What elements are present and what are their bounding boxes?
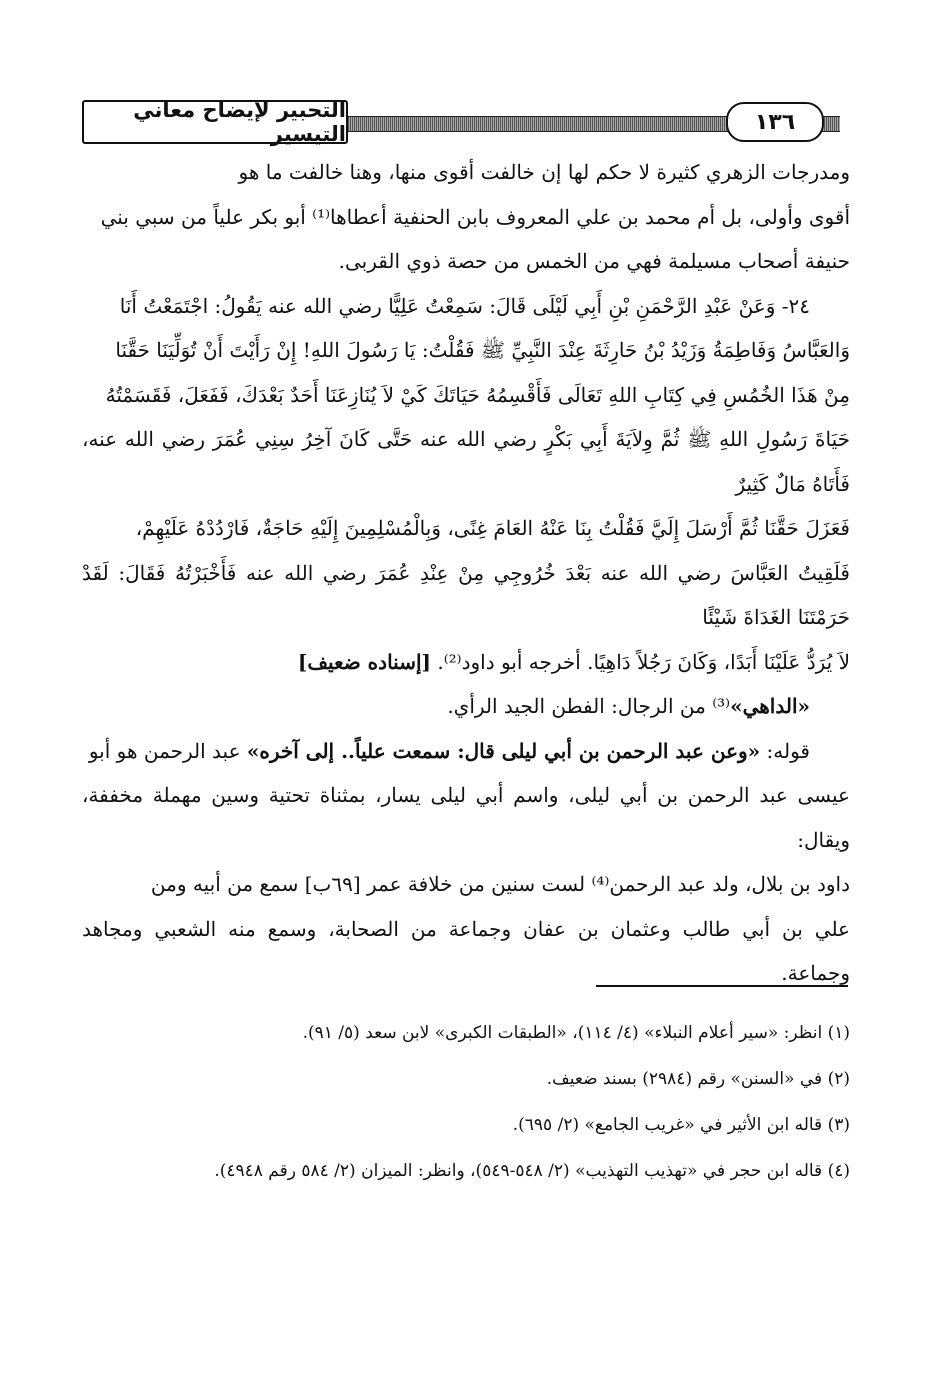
hadith-line: مِنْ هَذَا الخُمُسِ فِي كِتَابِ اللهِ تَعَالَى فَأَقْسِمُهُ حَيَاتَكَ كَيْ لاَ يُنَازِعَنَا أَحَدٌ بَعْدَكَ، فَفَعَلَ، فَقَسَمْتُهُ (105, 382, 850, 407)
commentary-line (82, 729, 850, 774)
footnote-ref: ⁽³⁾ (712, 694, 731, 718)
hadith-grading: [إسناده ضعيف] (297, 649, 431, 674)
hadith-line: حَيَاةَ رَسُولِ اللهِ ﷺ ثُمَّ وِلاَيَةَ أَبِي بَكْرٍ رضي الله عنه حَتَّى كَانَ آخِرُ سِنِي عُمَرَ رضي الله عنه، فَأَتَاهُ مَالٌ كَثِيرٌ (82, 427, 850, 496)
text-line: حنيفة أصحاب مسيلمة فهي من الخمس من حصة ذوي القربى. (338, 249, 850, 273)
commentary-quote: «وعن عبد الرحمن بن أبي ليلى قال: سمعت علياً.. إلى آخره» (246, 738, 761, 763)
commentary-line: علي بن أبي طالب وعثمان بن عفان وجماعة من الصحابة، وسمع منه الشعبي ومجاهد وجماعة. (82, 916, 850, 985)
text-line: أقوى وأولى، بل أم محمد بن علي المعروف بابن الحنفية أعطاها⁽¹⁾ أبو بكر علياً من سبي بني (100, 204, 850, 229)
footnote-4: (٤) قاله ابن حجر في «تهذيب التهذيب» (٢/ ٥٤٨-٥٤٩)، وانظر: الميزان (٢/ ٥٨٤ رقم ٤٩٤٨). (214, 1161, 850, 1181)
hadith-line (82, 640, 850, 685)
book-title: التحبير لإيضاح معاني التيسير (82, 100, 348, 144)
gloss-line (82, 684, 850, 729)
hadith-line: فَلَقِيتُ العَبَّاسَ رضي الله عنه بَعْدَ خُرُوجِي مِنْ عِنْدِ عُمَرَ رضي الله عنه فَأَخْبَرْتُهُ فَقَالَ: لَقَدْ حَرَمْتَنَا الغَدَاةَ شَيْئًا (82, 560, 850, 629)
footnote-separator (596, 985, 848, 987)
gloss-text: من الرجال: الفطن الجيد الرأي. (447, 694, 713, 718)
footnote-3: (٣) قاله ابن الأثير في «غريب الجامع» (٢/ ٦٩٥). (512, 1115, 850, 1135)
footnote-2: (٢) في «السنن» رقم (٢٩٨٤) بسند ضعيف. (546, 1069, 850, 1089)
hadith-line: فَعَزَلَ حَقَّنَا ثُمَّ أَرْسَلَ إِلَيَّ فَقُلْتُ بِنَا عَنْهُ العَامَ غِنًى، وَبِالْمُسْلِمِينَ إِلَيْهِ حَاجَةٌ، فَارْدُدْهُ عَلَيْهِمْ، (135, 516, 850, 540)
page-header (82, 100, 840, 146)
commentary-intro: قوله: (760, 738, 810, 763)
main-text (82, 150, 850, 996)
commentary-line: داود بن بلال، ولد عبد الرحمن⁽⁴⁾ لست سنين من خلافة عمر [٦٩ب] سمع من أبيه ومن (150, 872, 850, 896)
text-line: ومدرجات الزهري كثيرة لا حكم لها إن خالفت أقوى منها، وهنا خالفت ما هو (238, 160, 850, 184)
hadith-line: ٢٤- وَعَنْ عَبْدِ الرَّحْمَنِ بْنِ أَبِي لَيْلَى قَالَ: سَمِعْتُ عَلِيًّا رضي الله عنه يَقُولُ: اجْتَمَعْتُ أَنَا (119, 293, 810, 318)
gloss-term: «الداهي» (730, 694, 810, 718)
hadith-ending: لاَ يُرَدُّ عَلَيْنَا أَبَدًا، وَكَانَ رَجُلاً دَاهِيًا. أخرجه أبو داود⁽²⁾. (437, 649, 850, 674)
page-number: ١٣٦ (726, 102, 824, 142)
footnotes (82, 1010, 850, 1194)
hadith-line: وَالعَبَّاسُ وَفَاطِمَةُ وَزَيْدُ بْنُ حَارِثَةَ عِنْدَ النَّبِيِّ ﷺ فَقُلْتُ: يَا رَسُولَ اللهِ! إِنْ رَأَيْتَ أَنْ تُوَلِّيَنَا حَقَّنَا (115, 338, 850, 362)
footnote-1: (١) انظر: «سير أعلام النبلاء» (٤/ ١١٤)، «الطبقات الكبرى» لابن سعد (٥/ ٩١). (302, 1023, 850, 1043)
commentary-text: عبد الرحمن هو أبو (88, 738, 247, 763)
commentary-line: عيسى عبد الرحمن بن أبي ليلى، واسم أبي ليلى يسار، بمثناة تحتية وسين مهملة مخففة، ويقال: (82, 783, 850, 852)
